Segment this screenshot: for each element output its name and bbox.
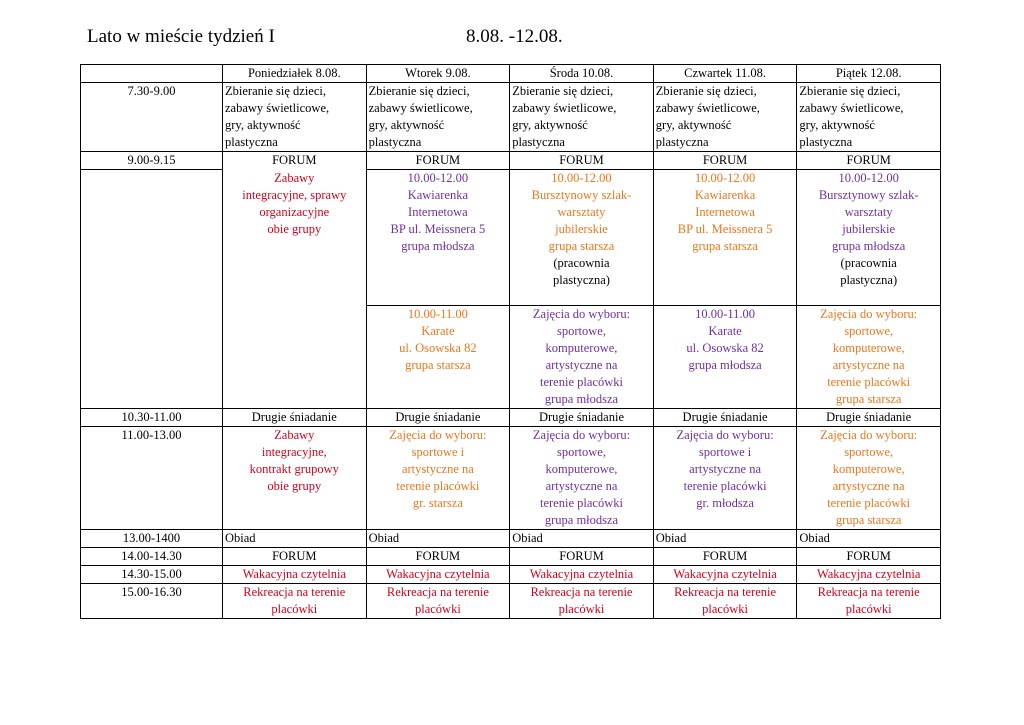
cell-line: jubilerskie: [555, 222, 608, 236]
cell-line: grupa starsza: [835, 513, 902, 527]
cell-line: Zajęcia do wyboru:: [676, 428, 774, 442]
cell-line: plastyczna: [225, 135, 278, 149]
breakfast-cell: Drugie śniadanie: [510, 409, 654, 427]
recreation-cell: [366, 584, 510, 619]
cell-line: Bursztynowy szlak-: [818, 188, 919, 202]
cell-line: grupa młodsza: [401, 239, 475, 253]
cell-line: Zbieranie się dzieci,: [512, 84, 614, 98]
lunch-cell: Obiad: [510, 530, 654, 548]
recreation-cell: [653, 584, 797, 619]
time-cell: 15.00-16.30: [81, 584, 223, 619]
forum-cell: FORUM: [510, 548, 654, 566]
forum-cell: FORUM: [797, 548, 941, 566]
cell-line: terenie placówki: [396, 479, 480, 493]
cell-line: grupa starsza: [835, 392, 902, 406]
row-recreation: [81, 584, 941, 619]
row-breakfast: [81, 409, 941, 427]
cell-line: Kawiarenka: [407, 188, 469, 202]
cell-line: gry, aktywność: [655, 118, 732, 132]
cell-line: sportowe i: [411, 445, 465, 459]
lunch-cell: Obiad: [366, 530, 510, 548]
wednesday-activity-a: [510, 170, 654, 306]
cell-line: artystyczne na: [832, 479, 905, 493]
cell-line: warsztaty: [557, 205, 606, 219]
gathering-cell: [223, 83, 367, 152]
time-cell: 9.00-9.15: [81, 152, 223, 170]
cell-line: 10.00-11.00: [407, 307, 468, 321]
cell-line: 10.00-12.00: [838, 171, 899, 185]
cell-line: BP ul. Meissnera 5: [390, 222, 486, 236]
tuesday-midday-activity: [366, 427, 510, 530]
cell-line: grupa młodsza: [544, 392, 619, 406]
cell-line: 10.00-12.00: [407, 171, 469, 185]
cell-line: artystyczne na: [545, 479, 618, 493]
reading-cell: Wakacyjna czytelnia: [797, 566, 941, 584]
cell-line: 10.00-12.00: [694, 171, 756, 185]
thursday-activity-a: [653, 170, 797, 306]
cell-line: placówki: [558, 602, 605, 616]
cell-line: sportowe,: [557, 445, 606, 459]
cell-line: terenie placówki: [827, 496, 911, 510]
forum-cell: FORUM: [223, 152, 367, 170]
cell-line: integracyjne, sprawy: [242, 187, 347, 202]
cell-line: 10.00-11.00: [695, 307, 756, 321]
cell-line: gry, aktywność: [225, 118, 301, 132]
lunch-cell: Obiad: [653, 530, 797, 548]
recreation-cell: [223, 584, 367, 619]
cell-line: plastyczna: [799, 135, 853, 149]
thursday-midday-activity: [653, 427, 797, 530]
cell-line: artystyczne na: [689, 462, 761, 476]
cell-line: terenie placówki: [540, 496, 623, 510]
cell-line: grupa starsza: [548, 239, 615, 253]
date-range: 8.08. -12.08.: [466, 26, 563, 47]
cell-line: komputerowe,: [832, 462, 905, 476]
cell-line: (pracownia: [840, 256, 897, 270]
cell-line: Internetowa: [695, 205, 755, 219]
row-forum-afternoon: [81, 548, 941, 566]
row-forum-morning: [81, 152, 941, 170]
cell-line: plastyczna: [655, 135, 709, 149]
thursday-activity-b: [653, 306, 797, 409]
cell-line: Zajęcia do wyboru:: [532, 428, 631, 442]
page-title: Lato w mieście tydzień I: [87, 26, 275, 47]
cell-line: Karate: [421, 324, 455, 338]
cell-line: Zajęcia do wyboru:: [532, 307, 631, 321]
cell-line: integracyjne,: [261, 445, 327, 459]
time-cell: 7.30-9.00: [81, 83, 223, 152]
cell-line: artystyczne na: [832, 358, 905, 372]
tuesday-activity-b: [366, 306, 510, 409]
cell-line: zabawy świetlicowe,: [655, 101, 760, 115]
row-reading: [81, 566, 941, 584]
cell-line: terenie placówki: [540, 375, 623, 389]
header-tuesday: Wtorek 9.08.: [366, 65, 510, 83]
cell-line: Rekreacja na terenie: [243, 585, 346, 599]
cell-line: grupa młodsza: [544, 513, 619, 527]
cell-line: 10.00-12.00: [551, 171, 612, 185]
cell-line: Zbieranie się dzieci,: [225, 84, 326, 98]
cell-line: plastyczna: [368, 135, 422, 149]
header-wednesday: Środa 10.08.: [510, 65, 654, 83]
row-midday: [81, 427, 941, 530]
friday-activity-b: [797, 306, 941, 409]
reading-cell: Wakacyjna czytelnia: [366, 566, 510, 584]
cell-line: plastyczna): [840, 273, 898, 287]
header-row: [81, 65, 941, 83]
friday-midday-activity: [797, 427, 941, 530]
time-cell: 13.00-1400: [81, 530, 223, 548]
cell-line: sportowe i: [698, 445, 752, 459]
breakfast-cell: Drugie śniadanie: [223, 409, 367, 427]
cell-line: grupa młodsza: [688, 358, 762, 372]
cell-line: terenie placówki: [827, 375, 911, 389]
time-cell: 14.30-15.00: [81, 566, 223, 584]
cell-line: gr. starsza: [412, 496, 463, 510]
cell-line: placówki: [414, 602, 461, 616]
cell-line: gry, aktywność: [368, 118, 445, 132]
cell-line: Rekreacja na terenie: [530, 585, 633, 599]
cell-line: organizacyjne: [259, 204, 330, 219]
row-gathering: [81, 83, 941, 152]
row-activities-a: [81, 170, 941, 306]
gathering-cell: [653, 83, 797, 152]
cell-line: artystyczne na: [545, 358, 618, 372]
cell-line: terenie placówki: [683, 479, 767, 493]
lunch-cell: Obiad: [223, 530, 367, 548]
forum-cell: FORUM: [653, 548, 797, 566]
cell-line: grupa starsza: [405, 358, 471, 372]
forum-cell: FORUM: [366, 152, 510, 170]
cell-line: Internetowa: [408, 205, 468, 219]
cell-line: warsztaty: [844, 205, 893, 219]
corner-cell: [81, 65, 223, 83]
cell-line: Zajęcia do wyboru:: [389, 428, 487, 442]
breakfast-cell: Drugie śniadanie: [366, 409, 510, 427]
cell-line: BP ul. Meissnera 5: [677, 222, 773, 236]
wednesday-midday-activity: [510, 427, 654, 530]
cell-line: zabawy świetlicowe,: [225, 101, 330, 115]
cell-line: artystyczne na: [401, 462, 474, 476]
time-cell-empty: [81, 170, 223, 409]
cell-line: sportowe,: [844, 445, 894, 459]
time-cell: 14.00-14.30: [81, 548, 223, 566]
cell-line: obie grupy: [267, 479, 322, 493]
tuesday-activity-a: [366, 170, 510, 306]
cell-line: zabawy świetlicowe,: [512, 101, 617, 115]
cell-line: jubilerskie: [842, 222, 896, 236]
cell-line: Zabawy: [274, 170, 315, 185]
cell-line: Karate: [708, 324, 742, 338]
cell-line: placówki: [271, 602, 318, 616]
time-cell: 10.30-11.00: [81, 409, 223, 427]
cell-line: komputerowe,: [545, 462, 618, 476]
cell-line: komputerowe,: [545, 341, 618, 355]
cell-line: grupa starsza: [692, 239, 758, 253]
cell-line: Kawiarenka: [694, 188, 756, 202]
cell-line: grupa młodsza: [832, 239, 906, 253]
cell-line: Rekreacja na terenie: [674, 585, 777, 599]
gathering-cell: [510, 83, 654, 152]
gathering-cell: [797, 83, 941, 152]
forum-cell: FORUM: [797, 152, 941, 170]
forum-cell: FORUM: [653, 152, 797, 170]
friday-activity-a: [797, 170, 941, 306]
cell-line: Zabawy: [274, 428, 315, 442]
wednesday-activity-b: [510, 306, 654, 409]
cell-line: ul. Osowska 82: [686, 341, 764, 355]
cell-line: placówki: [702, 602, 748, 616]
recreation-cell: [510, 584, 654, 619]
recreation-cell: [797, 584, 941, 619]
gathering-cell: [366, 83, 510, 152]
header-friday: Piątek 12.08.: [797, 65, 941, 83]
cell-line: Zajęcia do wyboru:: [820, 428, 918, 442]
breakfast-cell: Drugie śniadanie: [797, 409, 941, 427]
forum-cell: FORUM: [366, 548, 510, 566]
breakfast-cell: Drugie śniadanie: [653, 409, 797, 427]
reading-cell: Wakacyjna czytelnia: [653, 566, 797, 584]
cell-line: obie grupy: [267, 221, 322, 236]
cell-line: gry, aktywność: [799, 118, 875, 132]
forum-cell: FORUM: [223, 548, 367, 566]
cell-line: Bursztynowy szlak-: [531, 188, 632, 202]
cell-line: zabawy świetlicowe,: [368, 101, 473, 115]
schedule-table: [80, 64, 941, 619]
cell-line: plastyczna: [512, 135, 565, 149]
cell-line: ul. Osowska 82: [399, 341, 477, 355]
cell-line: Zbieranie się dzieci,: [799, 84, 901, 98]
cell-line: placówki: [845, 602, 892, 616]
forum-cell: FORUM: [510, 152, 654, 170]
row-lunch: [81, 530, 941, 548]
cell-line: gry, aktywność: [512, 118, 588, 132]
cell-line: sportowe,: [557, 324, 606, 338]
cell-line: Zajęcia do wyboru:: [820, 307, 918, 321]
cell-line: Zbieranie się dzieci,: [368, 84, 470, 98]
cell-line: plastyczna): [553, 273, 610, 287]
monday-midday-activity: [223, 427, 367, 530]
cell-line: (pracownia: [553, 256, 610, 270]
reading-cell: Wakacyjna czytelnia: [510, 566, 654, 584]
cell-line: Rekreacja na terenie: [386, 585, 489, 599]
lunch-cell: Obiad: [797, 530, 941, 548]
header-thursday: Czwartek 11.08.: [653, 65, 797, 83]
cell-line: sportowe,: [844, 324, 894, 338]
header-monday: Poniedziałek 8.08.: [223, 65, 367, 83]
time-cell: 11.00-13.00: [81, 427, 223, 530]
cell-line: zabawy świetlicowe,: [799, 101, 904, 115]
cell-line: komputerowe,: [832, 341, 905, 355]
cell-line: Zbieranie się dzieci,: [655, 84, 757, 98]
monday-morning-activity: [223, 170, 367, 409]
cell-line: kontrakt grupowy: [249, 462, 339, 476]
cell-line: gr. młodsza: [696, 496, 754, 510]
reading-cell: Wakacyjna czytelnia: [223, 566, 367, 584]
cell-line: Rekreacja na terenie: [817, 585, 920, 599]
